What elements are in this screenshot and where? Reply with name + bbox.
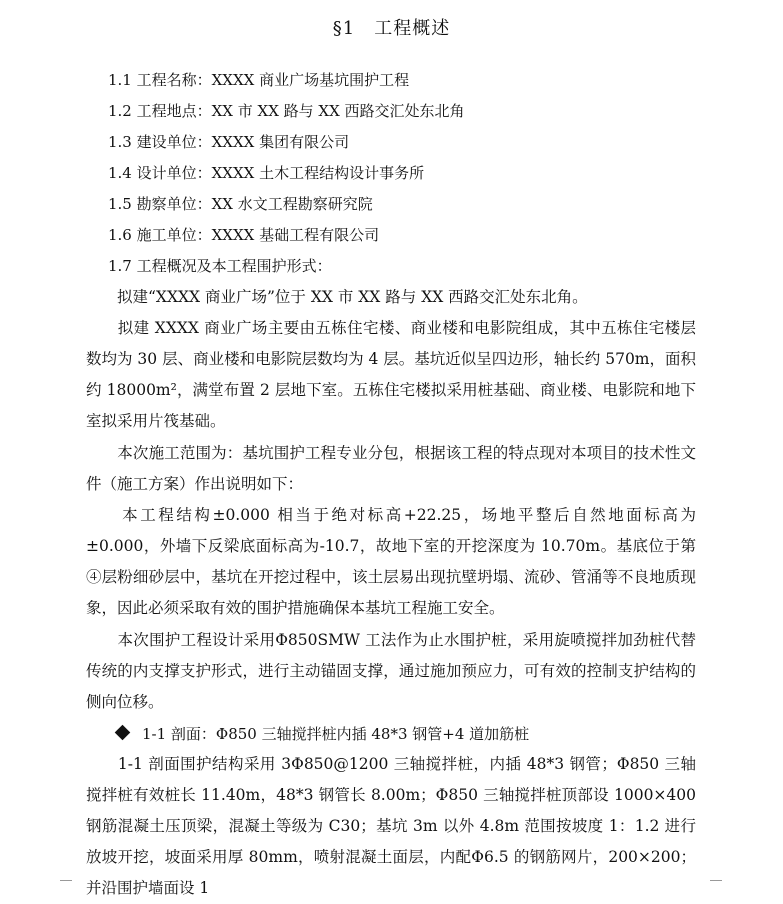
section-title: §1 工程概述 (332, 18, 451, 39)
project-location-item: 1.2 工程地点：XX 市 XX 路与 XX 西路交汇处东北角 (108, 102, 465, 120)
construction-unit-item: 1.3 建设单位：XXXX 集团有限公司 (108, 133, 350, 151)
diamond-bullet-icon (115, 725, 131, 741)
paragraph-section-detail: 1-1 剖面围护结构采用 3Φ850@1200 三轴搅拌桩，内插 48*3 钢管；Φ850 三轴搅拌桩有效桩长 11.40m，48*3 钢管长 8.00m；Φ850 三轴搅拌桩顶部设 1000×400 钢筋混凝土压顶梁，混凝土等级为 C30；基坑 3m 以外 4.8m 范围按坡度 1：1.2 进行放坡开挖，坡面采用厚 80mm，喷射混凝土面层，内配Φ6.5 的钢筋网片，200×200；并沿围护墙面设 1 (86, 755, 696, 897)
section-heading-text: 1-1 剖面：Φ850 三轴搅拌桩内插 48*3 钢管+4 道加筋桩 (142, 725, 530, 743)
section-heading (117, 723, 529, 744)
paragraph-location: 拟建“XXXX 商业广场”位于 XX 市 XX 路与 XX 西路交汇处东北角。 (86, 288, 588, 306)
overview-item: 1.7 工程概况及本工程围护形式： (108, 257, 332, 275)
survey-unit-item: 1.5 勘察单位：XX 水文工程勘察研究院 (108, 195, 373, 213)
page-corner-mark-right (710, 880, 722, 881)
paragraph-composition: 拟建 XXXX 商业广场主要由五栋住宅楼、商业楼和电影院组成，其中五栋住宅楼层数均为 30 层、商业楼和电影院层数均为 4 层。基坑近似呈四边形，轴长约 570m，面积约 18000m²，满堂布置 2 层地下室。五栋住宅楼拟采用桩基础、商业楼、电影院和地下室拟采用片筏基础。 (86, 319, 697, 430)
builder-unit-item: 1.6 施工单位：XXXX 基础工程有限公司 (108, 226, 380, 244)
page-corner-mark-left (60, 880, 72, 881)
paragraph-structure: 本工程结构±0.000 相当于绝对标高+22.25，场地平整后自然地面标高为±0.000，外墙下反梁底面标高为-10.7，故地下室的开挖深度为 10.70m。基底位于第④层粉细砂层中，基坑在开挖过程中，该土层易出现抗壁坍塌、流砂、管涌等不良地质现象，因此必须采取有效的围护措施确保本基坑工程施工安全。 (86, 506, 696, 617)
project-name-item: 1.1 工程名称：XXXX 商业广场基坑围护工程 (108, 71, 410, 89)
design-unit-item: 1.4 设计单位：XXXX 土木工程结构设计事务所 (108, 164, 425, 182)
paragraph-scope: 本次施工范围为：基坑围护工程专业分包，根据该工程的特点现对本项目的技术性文件（施工方案）作出说明如下： (86, 444, 696, 493)
paragraph-design: 本次围护工程设计采用Φ850SMW 工法作为止水围护桩，采用旋喷搅拌加劲桩代替传统的内支撑支护形式，进行主动锚固支撑，通过施加预应力，可有效的控制支护结构的侧向位移。 (86, 631, 696, 711)
